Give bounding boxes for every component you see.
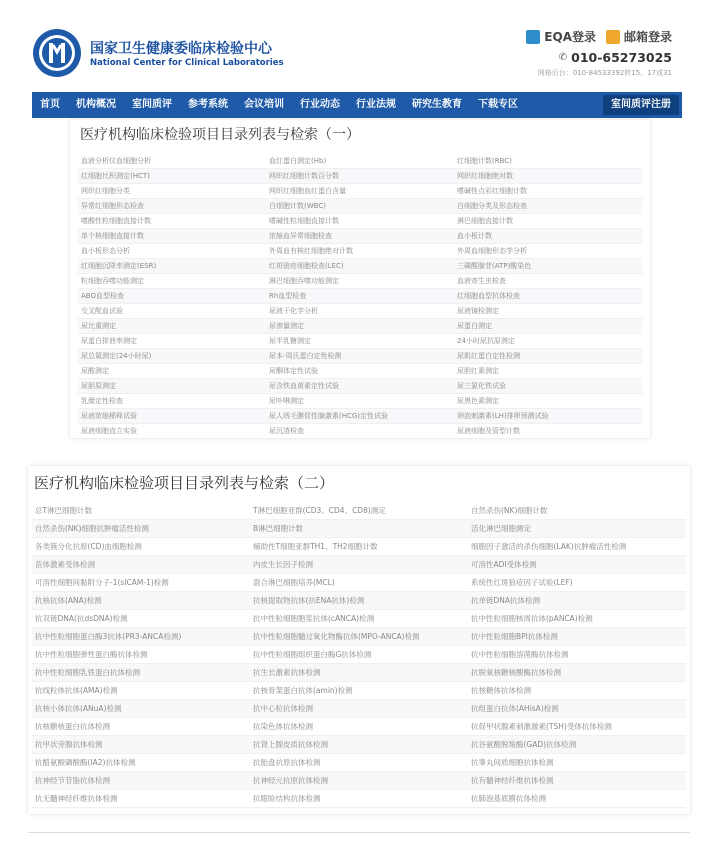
- test-item-link[interactable]: 尿酸测定: [78, 364, 266, 379]
- test-item-link[interactable]: 抗染色体抗体检测: [250, 718, 468, 736]
- table-row: [32, 736, 686, 754]
- test-item-link[interactable]: T淋巴细胞亚群(CD3、CD4、CD8)测定: [250, 502, 468, 520]
- table-row: [32, 664, 686, 682]
- table-row: [32, 592, 686, 610]
- test-item-link[interactable]: 尿蛋白测定: [454, 319, 642, 334]
- test-item-link[interactable]: 单个核细胞直接计数: [78, 229, 266, 244]
- test-item-link[interactable]: 抗神经元抗原抗体检测: [250, 772, 468, 790]
- test-item-link[interactable]: 抗中性粒细胞组织蛋白酶G抗体检测: [250, 646, 468, 664]
- eqa-register-button[interactable]: 室间质评注册: [603, 95, 679, 115]
- table-row: [78, 274, 642, 289]
- quick-links: [526, 28, 672, 45]
- table-row: [78, 409, 642, 424]
- table-row: [32, 556, 686, 574]
- test-item-link[interactable]: 辅助性T细胞亚群TH1、TH2细胞计数: [250, 538, 468, 556]
- nav-item-news[interactable]: 行业动态: [300, 99, 340, 110]
- test-item-link[interactable]: 尿液镜检测定: [454, 304, 642, 319]
- nav-item-about[interactable]: 机构概况: [76, 99, 116, 110]
- test-item-link[interactable]: 系统性红斑狼疮因子试验(LEF): [468, 574, 686, 592]
- test-item-link[interactable]: 抗中性粒细胞BPI抗体检测: [468, 628, 686, 646]
- table-row: [32, 754, 686, 772]
- panel-title: 医疗机构临床检验项目目录列表与检索（二）: [34, 474, 335, 492]
- test-item-link[interactable]: 抗生长激素抗体检测: [250, 664, 468, 682]
- nav-item-downloads[interactable]: 下载专区: [478, 99, 518, 110]
- panel-title: 医疗机构临床检验项目目录列表与检索（一）: [80, 127, 360, 143]
- test-item-link[interactable]: 尿酮体定性试验: [266, 364, 454, 379]
- table-row: [78, 304, 642, 319]
- table-row: [78, 379, 642, 394]
- test-item-link[interactable]: 嗜碱性粒细胞直接计数: [266, 214, 454, 229]
- test-item-link[interactable]: 尿蛋白排泄率测定: [78, 334, 266, 349]
- test-item-link[interactable]: 网织红细胞分类: [78, 184, 266, 199]
- test-item-link[interactable]: 交叉配血试验: [78, 304, 266, 319]
- table-row: [78, 199, 642, 214]
- test-item-link[interactable]: 网织红细胞血红蛋白含量: [266, 184, 454, 199]
- phone-icon: ✆: [558, 52, 568, 63]
- test-item-link[interactable]: 抗中性粒细胞胞浆抗体(cANCA)检测: [250, 610, 468, 628]
- test-item-link[interactable]: 抗核糖体抗体检测: [468, 682, 686, 700]
- test-item-link[interactable]: 红斑狼疮细胞检查(LEC): [266, 259, 454, 274]
- test-item-link[interactable]: 外周血细胞形态学分析: [454, 244, 642, 259]
- test-item-link[interactable]: 血小板形态分析: [78, 244, 266, 259]
- test-catalog-panel-1: [70, 120, 650, 438]
- table-row: [32, 502, 686, 520]
- table-row: [78, 394, 642, 409]
- test-item-link[interactable]: 嗜酸性粒细胞直接计数: [78, 214, 266, 229]
- table-row: [78, 214, 642, 229]
- fax-info: 网格后台：010-84533392转15、17或31: [537, 69, 672, 77]
- test-item-link[interactable]: 苗体激素受体检测: [32, 556, 250, 574]
- test-item-link[interactable]: 红细胞比积测定(HCT): [78, 169, 266, 184]
- nav-item-eqa[interactable]: 室间质评: [132, 99, 172, 110]
- test-item-link[interactable]: 各类簇分化抗原(CD)血细胞检测: [32, 538, 250, 556]
- test-item-link[interactable]: 抗核小体抗体(ANuA)检测: [32, 700, 250, 718]
- brand-name-cn[interactable]: 国家卫生健康委临床检验中心: [90, 41, 272, 57]
- table-row: [32, 646, 686, 664]
- test-item-link[interactable]: 抗双链DNA(抗dsDNA)检测: [32, 610, 250, 628]
- test-item-link[interactable]: 抗中性粒细胞弹性蛋白酶抗体检测: [32, 646, 250, 664]
- test-item-link[interactable]: 尿黑色素测定: [454, 394, 642, 409]
- test-item-link[interactable]: 尿液细胞直立实验: [78, 424, 266, 439]
- phone-text: 010-65273025: [571, 50, 672, 65]
- test-item-link[interactable]: 浓缩血异常细胞检查: [266, 229, 454, 244]
- test-item-link[interactable]: 尿卟啉测定: [266, 394, 454, 409]
- table-row: [78, 244, 642, 259]
- test-item-link[interactable]: 卵泡刺激素(LH)排卵预测试验: [454, 409, 642, 424]
- test-item-link[interactable]: 三磷酸腺苷(ATP)酸染色: [454, 259, 642, 274]
- test-item-link[interactable]: 白细胞分类及形态检查: [454, 199, 642, 214]
- test-item-link[interactable]: 抗中性粒细胞髓过氧化物酶抗体(MPO-ANCA)检测: [250, 628, 468, 646]
- test-item-link[interactable]: 红细胞血型抗体检查: [454, 289, 642, 304]
- test-item-link[interactable]: 尿沉渣检查: [266, 424, 454, 439]
- test-item-link[interactable]: 抗肺泡基底膜抗体检测: [468, 790, 686, 808]
- test-catalog-table: [78, 154, 642, 439]
- nav-item-training[interactable]: 会议培训: [244, 99, 284, 110]
- test-item-link[interactable]: 血红蛋白测定(Hb): [266, 154, 454, 169]
- test-item-link[interactable]: 抗核抗体(ANA)检测: [32, 592, 250, 610]
- test-item-link[interactable]: 抗肾上腺皮质抗体检测: [250, 736, 468, 754]
- table-row: [32, 538, 686, 556]
- table-row: [78, 319, 642, 334]
- mail-login-button[interactable]: [606, 28, 672, 45]
- site-header: [32, 18, 682, 92]
- test-item-link[interactable]: 网织红细胞计数百分数: [266, 169, 454, 184]
- test-item-link[interactable]: 尿总氮测定(24小时尿): [78, 349, 266, 364]
- mail-login-label: 邮箱登录: [623, 30, 672, 44]
- test-item-link[interactable]: 抗脱氧核糖核酸酶抗体检测: [468, 664, 686, 682]
- table-row: [32, 718, 686, 736]
- test-item-link[interactable]: 尿本-周氏蛋白定性检测: [266, 349, 454, 364]
- test-item-link[interactable]: 尿含铁血黄素定性试验: [266, 379, 454, 394]
- test-item-link[interactable]: 抗促甲状腺素刺激激素(TSH)受体抗体检测: [468, 718, 686, 736]
- test-item-link[interactable]: 抗中性粒细胞核周抗体(pANCA)检测: [468, 610, 686, 628]
- test-item-link[interactable]: 淋巴细胞吞噬功能测定: [266, 274, 454, 289]
- test-item-link[interactable]: 可溶性ADI受体检测: [468, 556, 686, 574]
- test-item-link[interactable]: 抗睾丸间质细胞抗体检测: [468, 754, 686, 772]
- table-row: [78, 289, 642, 304]
- test-item-link[interactable]: 尿胆红素测定: [454, 364, 642, 379]
- mail-icon: [606, 30, 620, 44]
- test-catalog-panel-2: [28, 466, 690, 814]
- table-row: [32, 700, 686, 718]
- test-item-link[interactable]: 抗核提取物抗体(抗ENA抗体)检测: [250, 592, 468, 610]
- table-row: [78, 364, 642, 379]
- test-item-link[interactable]: 尿半乳糖测定: [266, 334, 454, 349]
- test-item-link[interactable]: 乳糜定性检查: [78, 394, 266, 409]
- table-row: [78, 169, 642, 184]
- test-item-link[interactable]: 可溶性细胞间黏附分子-1(sICAM-1)检测: [32, 574, 250, 592]
- table-row: [78, 334, 642, 349]
- table-row: [78, 229, 642, 244]
- test-item-link[interactable]: 细胞因子激活的杀伤细胞(LAK)抗肿瘤活性检测: [468, 538, 686, 556]
- table-row: [78, 349, 642, 364]
- test-item-link[interactable]: ABO血型检查: [78, 289, 266, 304]
- test-item-link[interactable]: 抗酪氨酸磷酸酶(IA2)抗体检测: [32, 754, 250, 772]
- test-item-link[interactable]: 尿三氯化铁试验: [454, 379, 642, 394]
- test-item-link[interactable]: 抗组蛋白抗体(AHisA)检测: [468, 700, 686, 718]
- test-item-link[interactable]: 抗线粒体抗体(AMA)检测: [32, 682, 250, 700]
- test-item-link[interactable]: 尿肌红蛋白定性检测: [454, 349, 642, 364]
- footer-divider: [28, 832, 690, 833]
- table-row: [32, 682, 686, 700]
- test-item-link[interactable]: 抗核骨架蛋白抗体(amin)检测: [250, 682, 468, 700]
- test-item-link[interactable]: 总T淋巴细胞计数: [32, 502, 250, 520]
- test-item-link[interactable]: 尿液干化学分析: [266, 304, 454, 319]
- test-item-link[interactable]: 活化淋巴细胞测定: [468, 520, 686, 538]
- test-item-link[interactable]: 抗核糖核蛋白抗体检测: [32, 718, 250, 736]
- eqa-login-button[interactable]: [526, 28, 596, 45]
- test-item-link[interactable]: 尿人绒毛膜促性腺激素(HCG)定性试验: [266, 409, 454, 424]
- test-item-link[interactable]: 尿胆原测定: [78, 379, 266, 394]
- table-row: [32, 772, 686, 790]
- test-item-link[interactable]: 抗神经节苷脂抗体检测: [32, 772, 250, 790]
- table-row: [78, 259, 642, 274]
- table-row: [32, 790, 686, 808]
- test-item-link[interactable]: 抗中性粒细胞乳铁蛋白抗体检测: [32, 664, 250, 682]
- test-item-link[interactable]: 尿比重测定: [78, 319, 266, 334]
- test-item-link[interactable]: 抗中性粒细胞蛋白酶3抗体(PR3-ANCA检测): [32, 628, 250, 646]
- test-item-link[interactable]: 网织红细胞绝对数: [454, 169, 642, 184]
- test-item-link[interactable]: 抗无髓神经纤维抗体检测: [32, 790, 250, 808]
- test-item-link[interactable]: 血液寄生虫检查: [454, 274, 642, 289]
- test-item-link[interactable]: 淋巴细胞直接计数: [454, 214, 642, 229]
- user-icon: [526, 30, 540, 44]
- phone-number: [559, 50, 672, 65]
- test-item-link[interactable]: 尿渗量测定: [266, 319, 454, 334]
- table-row: [78, 154, 642, 169]
- test-item-link[interactable]: 白细胞计数(WBC): [266, 199, 454, 214]
- test-item-link[interactable]: 24小时尿抗原测定: [454, 334, 642, 349]
- table-body: [32, 502, 686, 808]
- test-item-link[interactable]: 血小板计数: [454, 229, 642, 244]
- test-item-link[interactable]: 红细胞计数(RBC): [454, 154, 642, 169]
- test-item-link[interactable]: 抗单链DNA抗体检测: [468, 592, 686, 610]
- test-item-link[interactable]: 自然杀伤(NK)细胞计数: [468, 502, 686, 520]
- test-item-link[interactable]: 混合淋巴细胞培养(MCL): [250, 574, 468, 592]
- nav-item-regulations[interactable]: 行业法规: [356, 99, 396, 110]
- table-row: [78, 424, 642, 439]
- test-item-link[interactable]: 尿液浓缩稀释试验: [78, 409, 266, 424]
- test-item-link[interactable]: 红细胞沉降率测定(ESR): [78, 259, 266, 274]
- test-item-link[interactable]: 抗眼睑结构抗体检测: [250, 790, 468, 808]
- test-catalog-table: [32, 502, 686, 808]
- table-row: [78, 184, 642, 199]
- test-item-link[interactable]: 外周血有核红细胞绝对计数: [266, 244, 454, 259]
- brand-name-en[interactable]: National Center for Clinical Laboratories: [90, 58, 284, 68]
- table-row: [32, 520, 686, 538]
- logo-icon[interactable]: [32, 28, 82, 78]
- table-row: [32, 628, 686, 646]
- test-item-link[interactable]: Rh血型检查: [266, 289, 454, 304]
- test-item-link[interactable]: 嗜碱性点彩红细胞计数: [454, 184, 642, 199]
- main-nav: [32, 92, 682, 118]
- test-item-link[interactable]: 抗谷氨酸脱羧酶(GAD)抗体检测: [468, 736, 686, 754]
- test-item-link[interactable]: 抗胎盘抗原抗体检测: [250, 754, 468, 772]
- test-item-link[interactable]: 异常红细胞形态检查: [78, 199, 266, 214]
- test-item-link[interactable]: 抗甲状旁腺抗体检测: [32, 736, 250, 754]
- test-item-link[interactable]: 抗中性粒细胞溶菌酶抗体检测: [468, 646, 686, 664]
- table-row: [32, 574, 686, 592]
- table-row: [32, 610, 686, 628]
- test-item-link[interactable]: 自然杀伤(NK)细胞抗肿瘤活性检测: [32, 520, 250, 538]
- test-item-link[interactable]: 抗有髓神经纤维抗体检测: [468, 772, 686, 790]
- table-body: [78, 154, 642, 439]
- test-item-link[interactable]: 粒细胞吞噬功能测定: [78, 274, 266, 289]
- eqa-login-label: EQA登录: [544, 30, 596, 44]
- test-item-link[interactable]: 尿液细胞及管型计数: [454, 424, 642, 439]
- test-item-link[interactable]: 抗中心粒抗体检测: [250, 700, 468, 718]
- nav-item-home[interactable]: 首页: [40, 99, 60, 110]
- test-item-link[interactable]: 血液分析仪血细胞分析: [78, 154, 266, 169]
- test-item-link[interactable]: 内皮生长因子检测: [250, 556, 468, 574]
- nav-item-education[interactable]: 研究生教育: [412, 99, 462, 110]
- test-item-link[interactable]: B淋巴细胞计数: [250, 520, 468, 538]
- nav-item-reference[interactable]: 参考系统: [188, 99, 228, 110]
